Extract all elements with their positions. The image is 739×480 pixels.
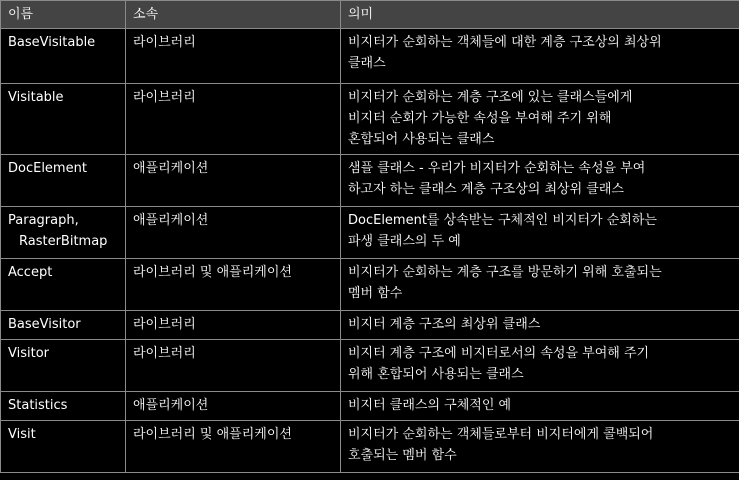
cell-meaning: 비지터 계층 구조에 비지터로서의 속성을 부여해 주기 위해 혼합되어 사용되는 클래스 xyxy=(341,340,739,392)
cell-name: Visit xyxy=(1,421,126,473)
cell-meaning: 비지터 계층 구조의 최상위 클래스 xyxy=(341,311,739,340)
cell-owner: 애플리케이션 xyxy=(126,155,341,207)
cell-owner: 라이브러리 및 애플리케이션 xyxy=(126,259,341,311)
table-row xyxy=(1,392,739,421)
cell-meaning: 비지터 클래스의 구체적인 예 xyxy=(341,392,739,421)
cell-owner: 라이브러리 xyxy=(126,84,341,155)
table-row xyxy=(1,259,739,311)
cell-owner: 애플리케이션 xyxy=(126,392,341,421)
cell-owner: 라이브러리 xyxy=(126,29,341,84)
cell-owner: 라이브러리 및 애플리케이션 xyxy=(126,421,341,473)
table-row xyxy=(1,155,739,207)
cell-name: Statistics xyxy=(1,392,126,421)
cell-owner: 라이브러리 xyxy=(126,311,341,340)
cell-meaning: 비지터가 순회하는 객체들로부터 비지터에게 콜백되어 호출되는 멤버 함수 xyxy=(341,421,739,473)
cell-name: DocElement xyxy=(1,155,126,207)
table-row xyxy=(1,421,739,473)
cell-name: Visitable xyxy=(1,84,126,155)
cell-name: BaseVisitable xyxy=(1,29,126,84)
cell-meaning: 비지터가 순회하는 계층 구조를 방문하기 위해 호출되는 멤버 함수 xyxy=(341,259,739,311)
header-row xyxy=(1,1,739,29)
table-row xyxy=(1,311,739,340)
cell-meaning: DocElement를 상속받는 구체적인 비지터가 순회하는 파생 클래스의 두 예 xyxy=(341,207,739,259)
cell-meaning: 샘플 클래스 - 우리가 비지터가 순회하는 속성을 부여 하고자 하는 클래스 계층 구조상의 최상위 클래스 xyxy=(341,155,739,207)
header-owner: 소속 xyxy=(126,1,341,29)
table-row xyxy=(1,84,739,155)
cell-name: Visitor xyxy=(1,340,126,392)
cell-name: Accept xyxy=(1,259,126,311)
table-row xyxy=(1,207,739,259)
cell-name-line: RasterBitmap xyxy=(19,234,108,249)
cell-name xyxy=(1,207,126,259)
cell-owner: 애플리케이션 xyxy=(126,207,341,259)
header-meaning: 의미 xyxy=(341,1,739,29)
table-row xyxy=(1,340,739,392)
cell-meaning: 비지터가 순회하는 계층 구조에 있는 클래스들에게 비지터 순회가 가능한 속성을 부여해 주기 위해 혼합되어 사용되는 클래스 xyxy=(341,84,739,155)
cell-name: BaseVisitor xyxy=(1,311,126,340)
cell-owner: 라이브러리 xyxy=(126,340,341,392)
table-row xyxy=(1,29,739,84)
cell-name-line: Paragraph, xyxy=(8,213,79,228)
cell-meaning: 비지터가 순회하는 객체들에 대한 계층 구조상의 최상위 클래스 xyxy=(341,29,739,84)
header-name: 이름 xyxy=(1,1,126,29)
